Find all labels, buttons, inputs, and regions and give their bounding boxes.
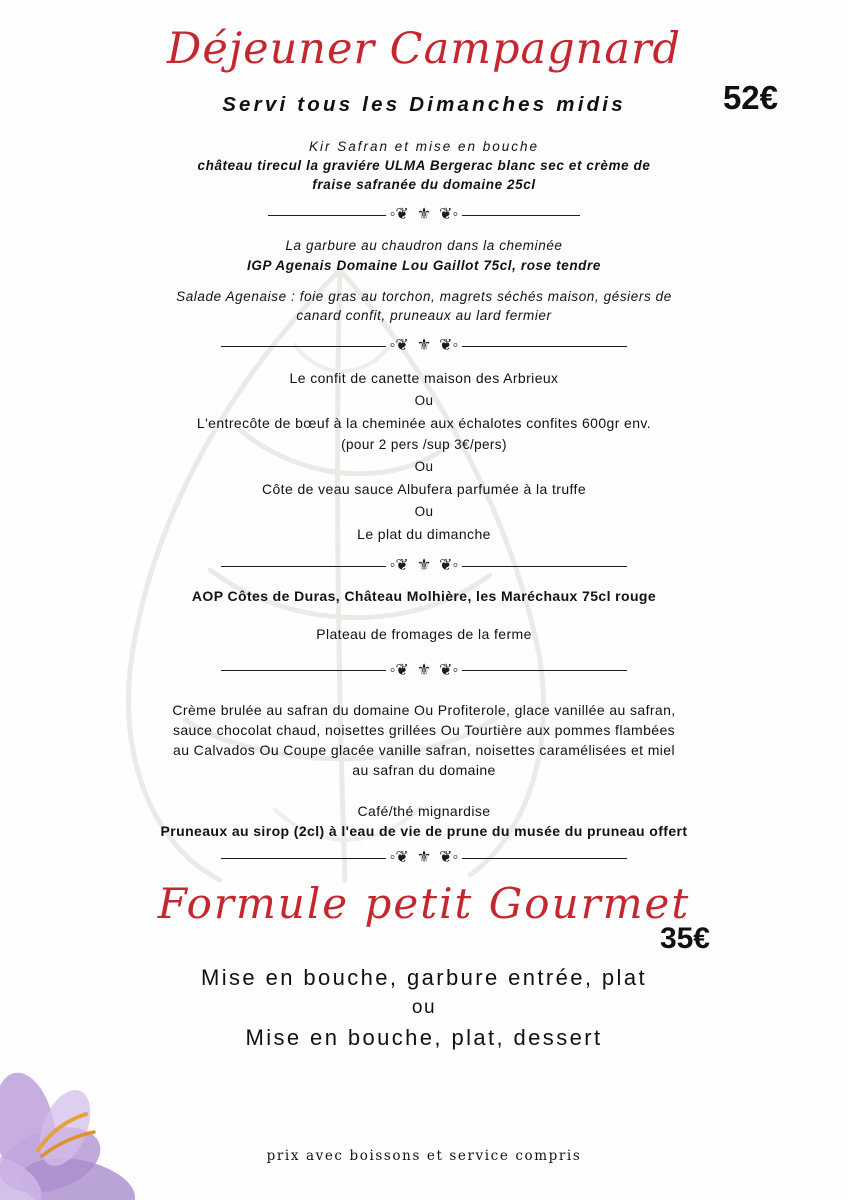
plat-option-2: L'entrecôte de bœuf à la cheminée aux échalotes confites 600gr env.: [196, 414, 652, 431]
divider-ornament-left: ◦❦: [389, 337, 409, 355]
ornamental-divider: [60, 663, 788, 679]
divider-ornament-left: ◦❦: [389, 849, 409, 867]
dessert-line-3: au Calvados Ou Coupe glacée vanille safran, noisettes caramélisées et miel: [173, 741, 675, 758]
plat-separator-2: Ou: [414, 459, 434, 475]
section-cafe: [60, 802, 788, 842]
footer-note: prix avec boissons et service compris: [266, 1148, 582, 1164]
entree-line-2: IGP Agenais Domaine Lou Gaillot 75cl, rose tendre: [247, 257, 601, 273]
divider-rule-right: [462, 346, 627, 347]
divider-rule-left: [221, 566, 386, 567]
subtitle-row: [60, 79, 788, 127]
section-dessert: [60, 701, 788, 781]
menu-subtitle: Servi tous les Dimanches midis: [222, 93, 626, 116]
divider-rule-left: [268, 215, 386, 216]
divider-rule-right: [462, 566, 627, 567]
divider-ornament-right: ❦◦: [439, 557, 459, 575]
divider-rule-right: [462, 858, 627, 859]
plat-separator-3: Ou: [414, 503, 434, 519]
divider-ornament-center: ⚜: [416, 557, 432, 575]
divider-rule-left: [221, 670, 386, 671]
divider-ornament-right: ❦◦: [439, 337, 459, 355]
divider-ornament-center: ⚜: [416, 849, 432, 867]
ornamental-divider: [60, 338, 788, 354]
aperitif-line-1: Kir Safran et mise en bouche: [308, 139, 540, 154]
divider-ornament-right: ❦◦: [439, 206, 459, 224]
page-title: Déjeuner Campagnard: [166, 24, 682, 74]
divider-ornament-center: ⚜: [416, 661, 432, 679]
ornamental-divider: [60, 207, 788, 223]
divider-rule-left: [221, 346, 386, 347]
dessert-line-2: sauce chocolat chaud, noisettes grillées Ou Tourtière aux pommes flambées: [172, 721, 676, 738]
divider-ornament-left: ◦❦: [389, 661, 409, 679]
fromage-wine: AOP Côtes de Duras, Château Molhière, les Maréchaux 75cl rouge: [191, 588, 657, 605]
aperitif-line-2: château tirecul la graviére ULMA Bergerac blanc sec et crème de: [197, 158, 651, 174]
divider-ornament-center: ⚜: [416, 337, 432, 355]
section-fromage: [60, 587, 788, 645]
section-plats: [60, 367, 788, 545]
divider-ornament-right: ❦◦: [439, 849, 459, 867]
divider-ornament-center: ⚜: [416, 206, 432, 224]
entree-line-4: canard confit, pruneaux au lard fermier: [296, 307, 552, 323]
section-entree: [60, 236, 788, 325]
divider-rule-right: [462, 215, 580, 216]
aperitif-line-3: fraise safranée du domaine 25cl: [312, 177, 536, 193]
dessert-line-4: au safran du domaine: [352, 761, 496, 778]
section-aperitif: [60, 137, 788, 194]
entree-line-3: Salade Agenaise : foie gras au torchon, magrets séchés maison, gésiers de: [176, 288, 672, 304]
divider-ornament-left: ◦❦: [389, 557, 409, 575]
divider-ornament-right: ❦◦: [439, 661, 459, 679]
dessert-line-1: Crème brulée au safran du domaine Ou Profiterole, glace vanillée au safran,: [172, 701, 676, 718]
section-formule-options: [60, 962, 788, 1053]
formule-price-badge: 35€: [659, 922, 710, 956]
divider-rule-right: [462, 670, 627, 671]
entree-line-1: La garbure au chaudron dans la cheminée: [285, 238, 563, 254]
plat-option-1: Le confit de canette maison des Arbrieux: [289, 370, 559, 387]
formule-separator: ou: [411, 997, 437, 1019]
plat-option-2-note: (pour 2 pers /sup 3€/pers): [341, 437, 507, 453]
plat-separator-1: Ou: [414, 392, 434, 408]
ornamental-divider: [60, 558, 788, 574]
plat-option-4: Le plat du dimanche: [357, 525, 491, 542]
cafe-line-1: Café/thé mignardise: [357, 803, 491, 820]
fromage-plate: Plateau de fromages de la ferme: [316, 626, 532, 643]
plat-option-3: Côte de veau sauce Albufera parfumée à la truffe: [261, 481, 587, 498]
formule-option-1: Mise en bouche, garbure entrée, plat: [201, 965, 647, 991]
cafe-line-2: Pruneaux au sirop (2cl) à l'eau de vie de prune du musée du pruneau offert: [160, 823, 688, 840]
formule-title: Formule petit Gourmet: [157, 879, 691, 929]
menu-price-badge: 52€: [722, 79, 778, 116]
divider-rule-left: [221, 858, 386, 859]
ornamental-divider: [60, 850, 788, 866]
formule-option-2: Mise en bouche, plat, dessert: [245, 1024, 603, 1050]
divider-ornament-left: ◦❦: [389, 206, 409, 224]
